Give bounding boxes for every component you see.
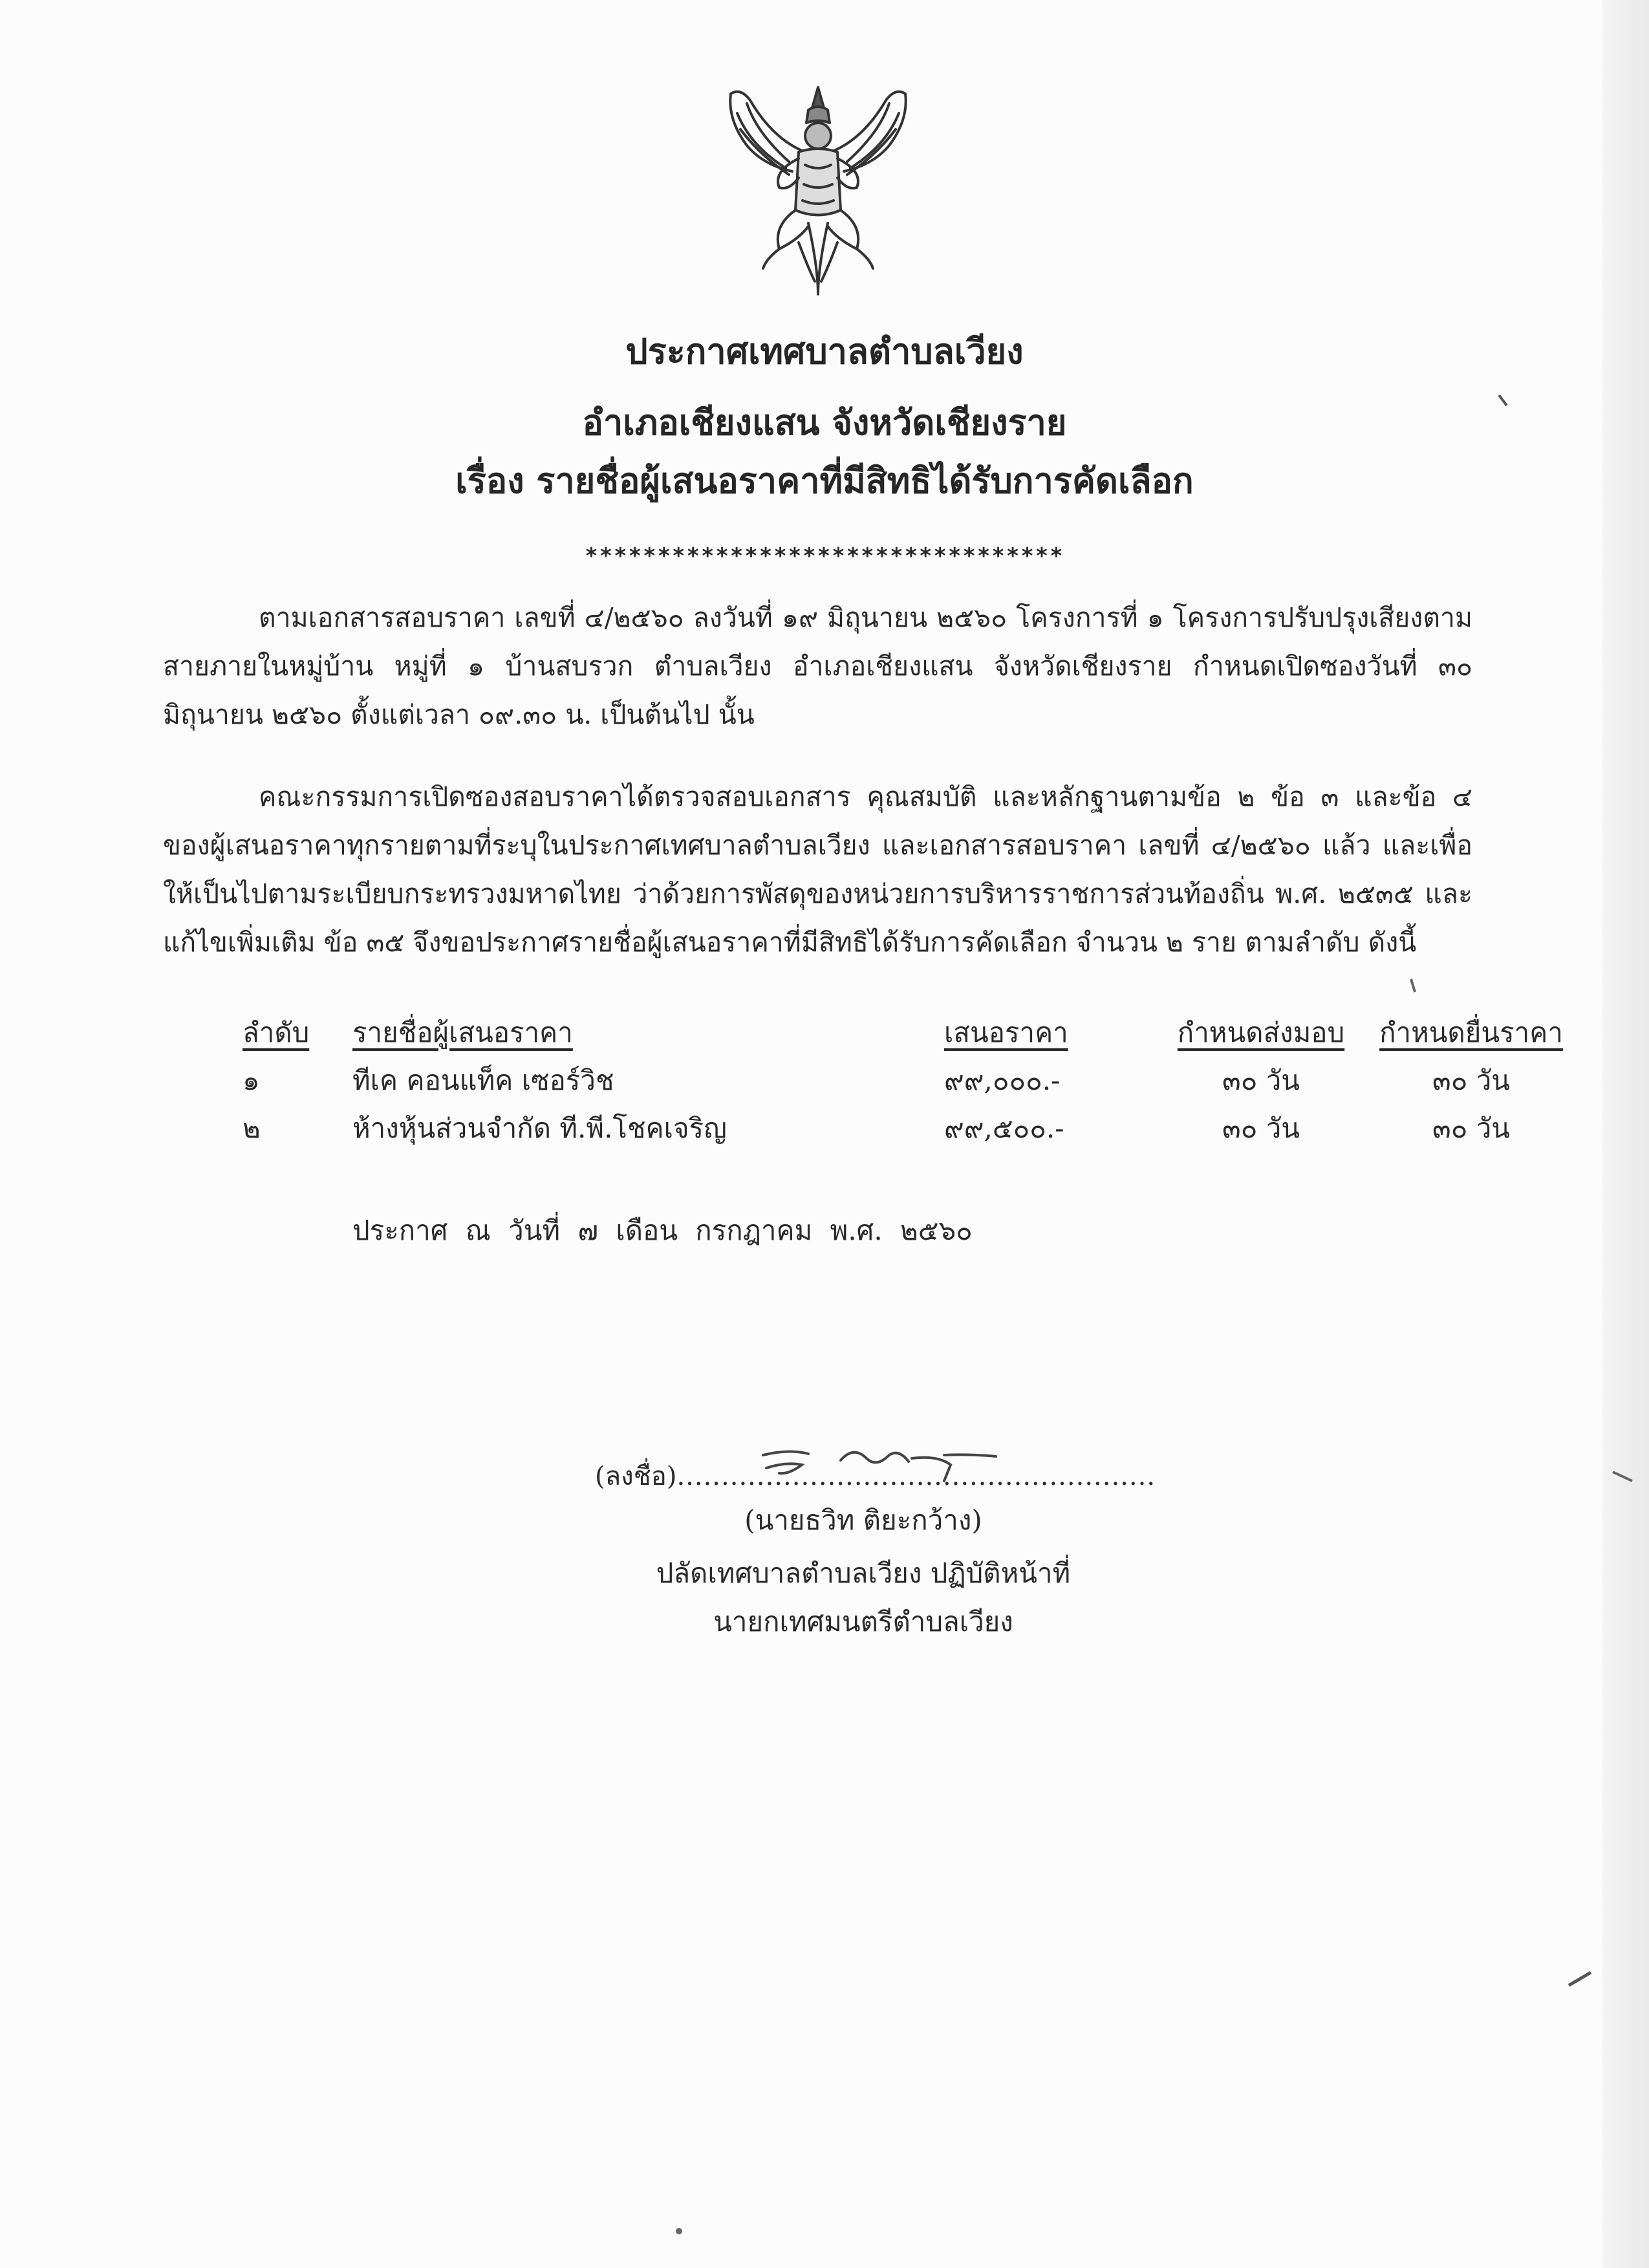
- handwritten-signature-icon: [750, 1429, 1009, 1487]
- row-bidder-name: ทีเค คอนแท็ค เซอร์วิช: [352, 1064, 614, 1096]
- scan-speck-icon: [1494, 391, 1513, 411]
- scan-speck-icon: [1403, 977, 1423, 996]
- col-price: เสนอราคา: [944, 1017, 1068, 1048]
- row-bidder-name: ห้างหุ้นส่วนจำกัด ที.พี.โชคเจริญ: [352, 1112, 727, 1144]
- table-row: [242, 1057, 1568, 1105]
- col-bidder-name: รายชื่อผู้เสนอราคา: [352, 1017, 573, 1048]
- garuda-emblem-icon: [702, 74, 934, 307]
- announcement-date: ประกาศ ณ วันที่ ๗ เดือน กรกฎาคม พ.ศ. ๒๕๖๐: [352, 1215, 973, 1246]
- col-price-validity: กำหนดยื่นราคา: [1379, 1017, 1563, 1048]
- signer-position: ปลัดเทศบาลตำบลเวียง ปฏิบัติหน้าที่: [656, 1557, 1071, 1589]
- sign-label: (ลงชื่อ): [595, 1462, 677, 1491]
- sign-dots: ......................................................: [676, 1462, 1156, 1491]
- paragraph-2-text: คณะกรรมการเปิดซองสอบราคาได้ตรวจสอบเอกสาร คุณสมบัติ และหลักฐานตามข้อ ๒ ข้อ ๓ และข้อ ๔ ของผู้เสนอราคาทุกรายตามที่ระบุในประกาศเทศบาลตำบลเวียง และเอกสารสอบราคา เลขที่ ๔/๒๕๖๐ แล้ว และเพื่อให้เป็นไปตามระเบียบกระทรวงมหาดไทย ว่าด้วยการพัสดุของหน่วยการบริหารราชการส่วนท้องถิ่น พ.ศ. ๒๕๓๕ และแก้ไขเพิ่มเติม ข้อ ๓๕ จึงขอประกาศรายชื่อผู้เสนอราคาที่มีสิทธิได้รับการคัดเลือก จำนวน ๒ ราย ตามลำดับ ดังนี้: [163, 781, 1472, 958]
- row-delivery: ๓๐ วัน: [1222, 1064, 1300, 1096]
- row-price: ๙๙,๐๐๐.-: [944, 1064, 1061, 1096]
- row-order: ๒: [242, 1112, 261, 1144]
- signer-name: (นายธวิท ติยะกว้าง): [744, 1504, 982, 1536]
- scan-speck-icon: [1610, 1468, 1636, 1487]
- signer-acting-position: นายกเทศมนตรีตำบลเวียง: [713, 1606, 1013, 1637]
- scan-speck-icon: [1565, 1966, 1597, 1992]
- doc-subtitle-district: อำเภอเชียงแสน จังหวัดเชียงราย: [582, 402, 1067, 443]
- table-row: [242, 1105, 1568, 1152]
- doc-title: ประกาศเทศบาลตำบลเวียง: [625, 330, 1024, 372]
- row-price: ๙๙,๕๐๐.-: [944, 1112, 1064, 1144]
- paragraph-1-text: ตามเอกสารสอบราคา เลขที่ ๔/๒๕๖๐ ลงวันที่ ๑๙ มิถุนายน ๒๕๖๐ โครงการที่ ๑ โครงการปรับปรุงเสียงตามสายภายในหมู่บ้าน หมู่ที่ ๑ บ้านสบรวก ตำบลเวียง อำเภอเชียงแสน จังหวัดเชียงราย กำหนดเปิดซองวันที่ ๓๐ มิถุนายน ๒๕๖๐ ตั้งแต่เวลา ๐๙.๓๐ น. เป็นต้นไป นั้น: [163, 602, 1472, 730]
- col-order: ลำดับ: [242, 1017, 310, 1048]
- paragraph-1: [163, 594, 1472, 739]
- row-price-validity: ๓๐ วัน: [1432, 1064, 1510, 1096]
- row-price-validity: ๓๐ วัน: [1432, 1112, 1510, 1144]
- col-delivery: กำหนดส่งมอบ: [1177, 1017, 1345, 1048]
- paragraph-2: [163, 773, 1472, 967]
- table-header-row: [242, 1009, 1568, 1057]
- scan-speck-icon: [673, 2225, 685, 2238]
- separator: *********************************: [585, 543, 1064, 569]
- bidder-table: [242, 1009, 1568, 1152]
- doc-subject: เรื่อง รายชื่อผู้เสนอราคาที่มีสิทธิได้รับการคัดเลือก: [455, 460, 1194, 501]
- row-order: ๑: [242, 1064, 260, 1096]
- row-delivery: ๓๐ วัน: [1222, 1112, 1300, 1144]
